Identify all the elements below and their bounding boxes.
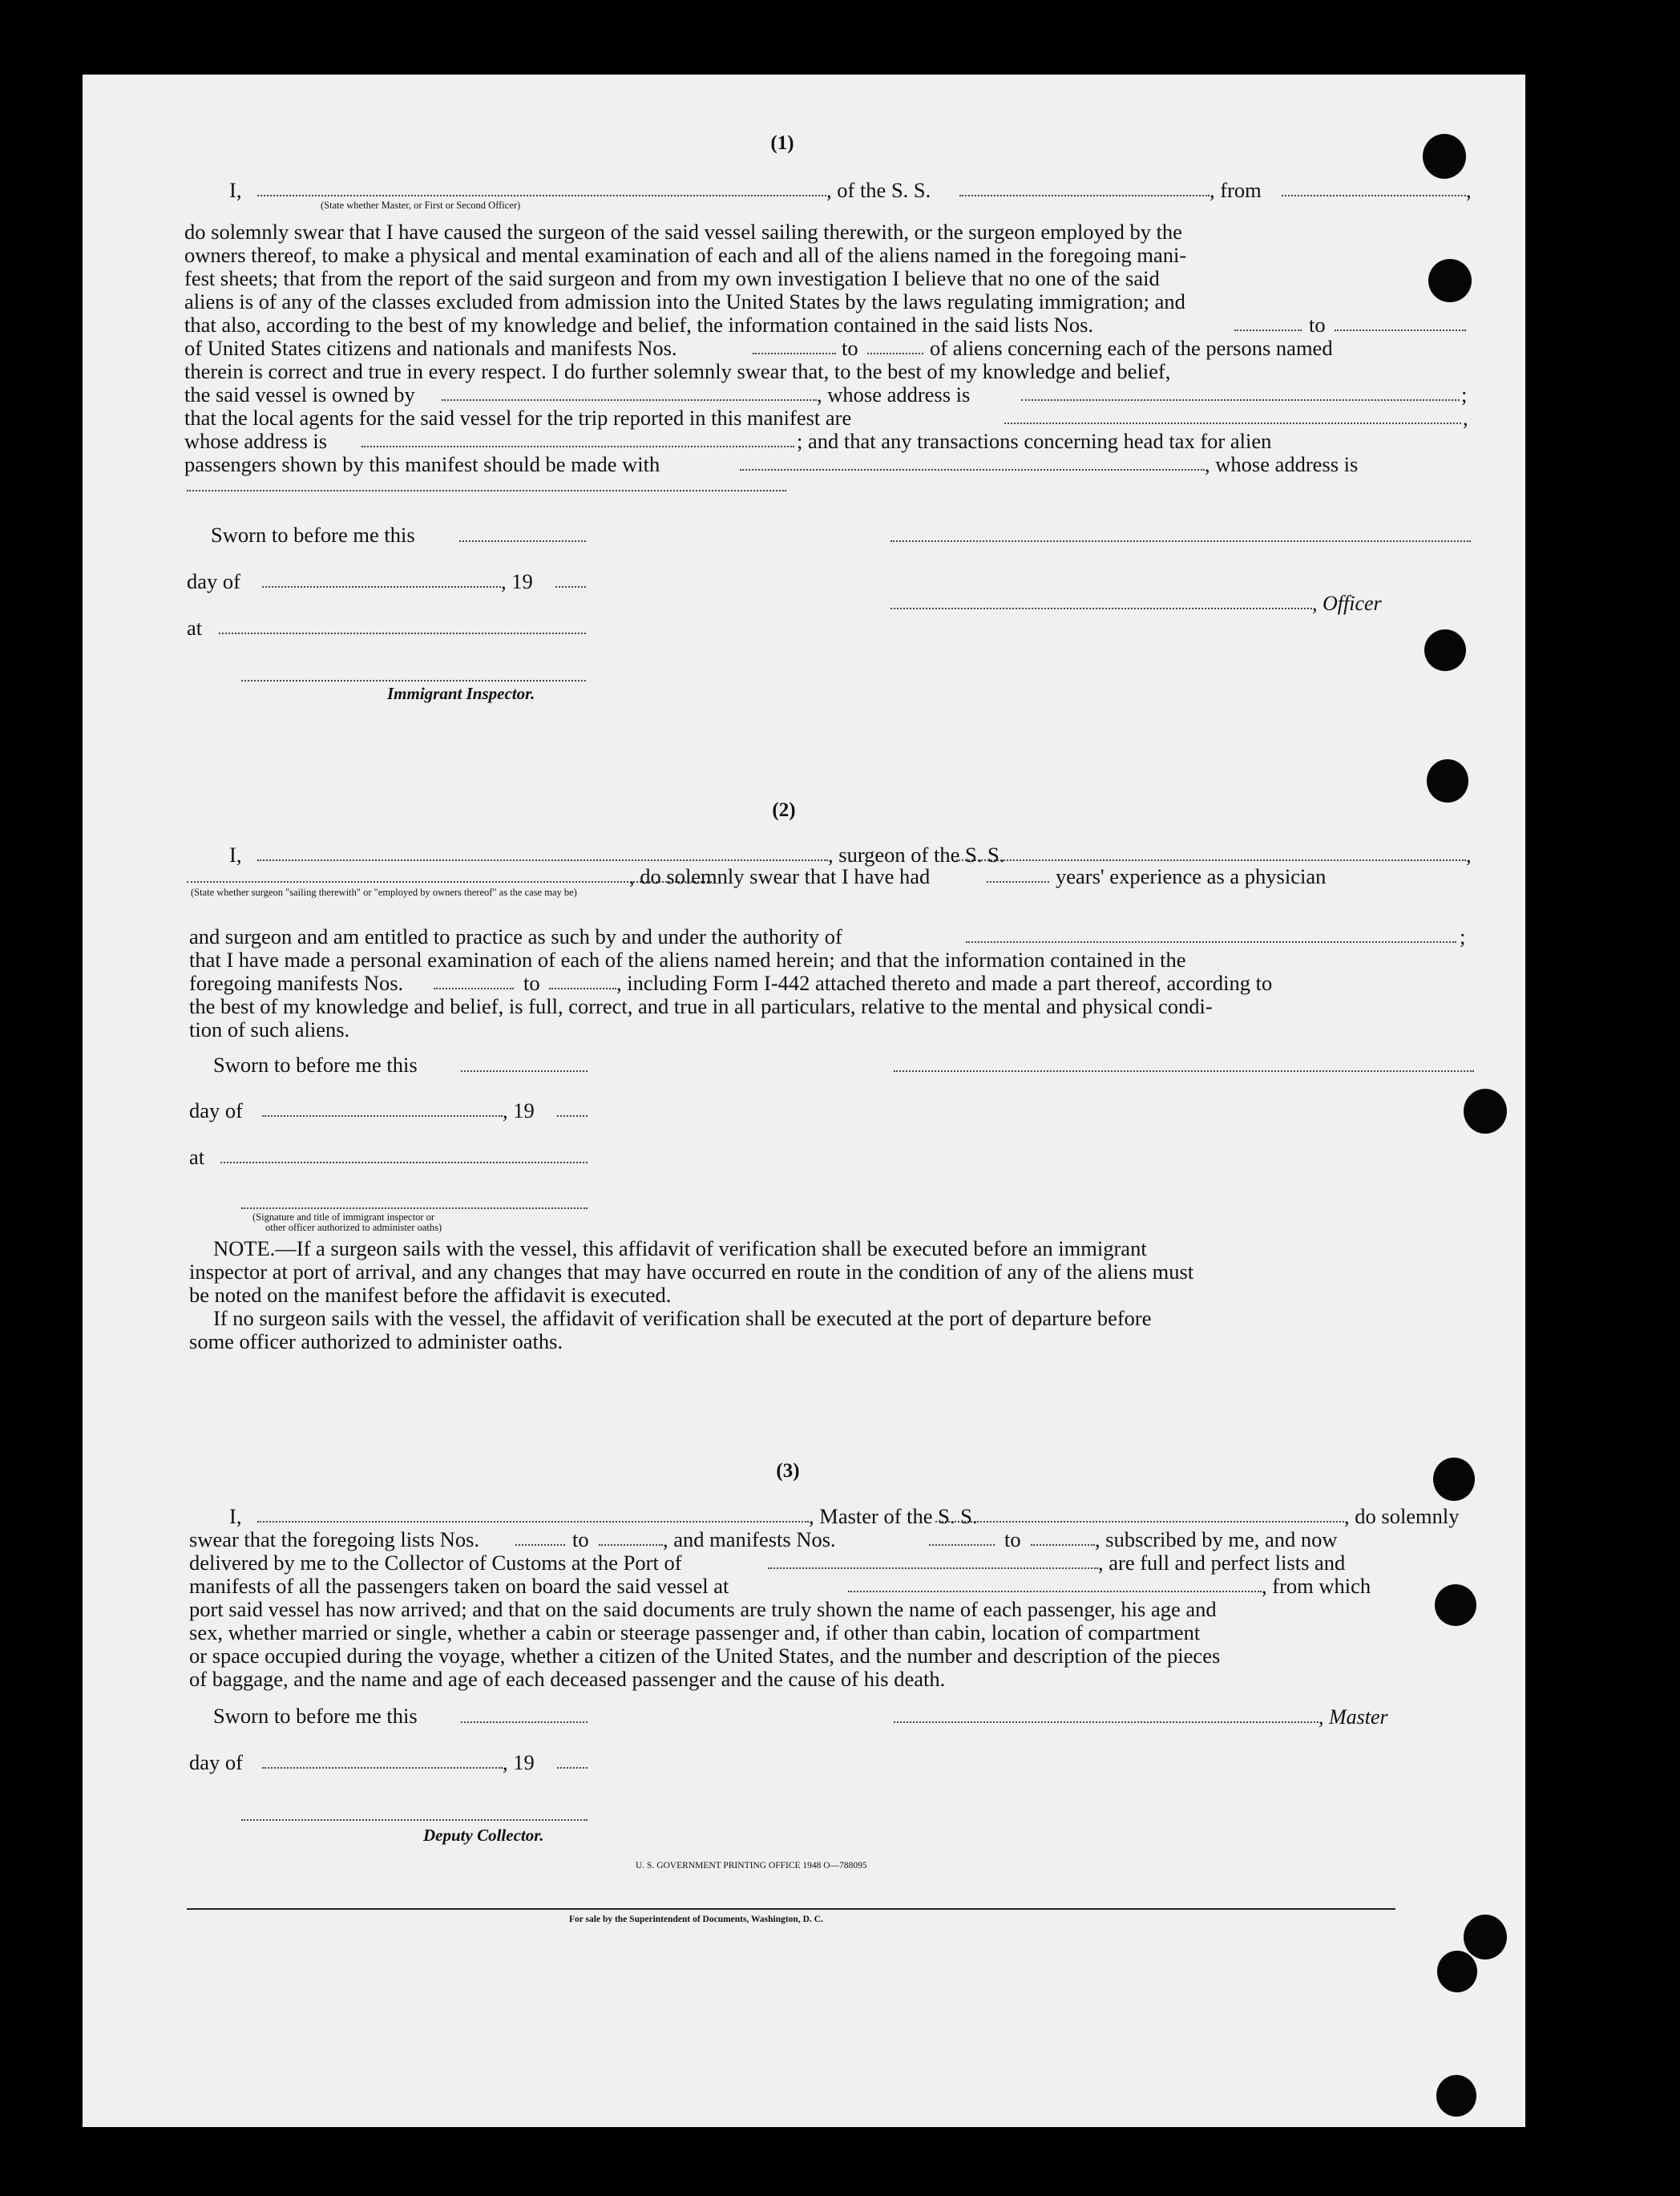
s2-note-line-2: inspector at port of arrival, and any changes that may have occurred en route in the condition of any of the aliens must [189, 1260, 1194, 1284]
port-field[interactable] [768, 1567, 1098, 1569]
authority-field[interactable] [966, 941, 1456, 943]
officer-rank-field[interactable] [257, 195, 826, 196]
s2-note-line-3: be noted on the manifest before the affidavit is executed. [189, 1283, 672, 1307]
s2-sworn-label: Sworn to before me this [213, 1053, 418, 1077]
citizen-list-from-field[interactable] [1234, 330, 1302, 331]
s1-line-8a: the said vessel is owned by [184, 382, 415, 406]
s3-month-field[interactable] [262, 1767, 503, 1769]
s1-place-field[interactable] [219, 633, 586, 634]
s1-line-5a: that also, according to the best of my knowledge and belief, the information contained in the said lists Nos. [184, 313, 1094, 337]
s3-year-field[interactable] [557, 1767, 588, 1769]
s3-line-3a: delivered by me to the Collector of Customs at the Port of [189, 1551, 682, 1575]
punch-hole [1428, 259, 1472, 302]
s2-i-label: I, [229, 843, 242, 867]
s3-lists-to-field[interactable] [599, 1544, 663, 1546]
collector-signature-field[interactable] [241, 1819, 588, 1821]
surgeon-signature-field[interactable] [894, 1070, 1474, 1072]
s3-vessel-name-field[interactable] [935, 1521, 1344, 1523]
s2-line-5c: , including Form I-442 attached thereto and made a part thereof, according to [616, 971, 1273, 995]
s2-comma: , [1466, 843, 1472, 867]
s1-line-1: do solemnly swear that I have caused the surgeon of the said vessel sailing therewith, or the surgeon employed by the [184, 220, 1182, 244]
s1-line-10a: whose address is [184, 429, 328, 453]
s2-month-field[interactable] [262, 1115, 503, 1117]
punch-hole [1427, 759, 1468, 803]
s2-year-label: , 19 [503, 1098, 535, 1122]
punch-hole [1435, 1584, 1476, 1626]
s2-dayof-label: day of [189, 1098, 243, 1122]
s2-surgeon-label: , surgeon of the S. S. [828, 843, 1005, 867]
s1-line-5b: to [1309, 313, 1326, 337]
s2-line-7: tion of such aliens. [189, 1017, 350, 1041]
s3-manifests-to-field[interactable] [1031, 1544, 1095, 1546]
s2-sig-caption-2: other officer authorized to administer oaths) [265, 1222, 442, 1233]
s1-at-label: at [187, 616, 203, 640]
s2-line-5b: to [523, 971, 540, 995]
s2-note-line-4: If no surgeon sails with the vessel, the affidavit of verification shall be executed at the port of departure before [213, 1306, 1152, 1330]
s3-line-7: or space occupied during the voyage, whether a citizen of the United States, and the number and description of the pieces [189, 1644, 1221, 1668]
s1-line-11b: , whose address is [1205, 452, 1359, 476]
s3-lists-from-field[interactable] [515, 1544, 565, 1546]
deputy-collector-label: Deputy Collector. [423, 1826, 544, 1845]
owner-address-field[interactable] [1021, 399, 1460, 401]
s3-year-label: , 19 [503, 1750, 535, 1774]
s1-rank-caption: (State whether Master, or First or Second Officer) [321, 200, 521, 211]
s1-line-7: therein is correct and true in every respect. I do further solemnly swear that, to the best of my knowledge and belief, [184, 359, 1171, 383]
master-name-field[interactable] [257, 1521, 809, 1523]
s3-line-2d: to [1004, 1527, 1021, 1551]
local-agents-field[interactable] [1004, 423, 1461, 424]
citizen-list-to-field[interactable] [1335, 330, 1466, 331]
head-tax-party-field[interactable] [740, 469, 1205, 471]
immigrant-inspector-label: Immigrant Inspector. [387, 684, 535, 703]
s1-line-9b: , [1463, 406, 1468, 430]
s1-line-6c: of aliens concerning each of the persons named [930, 336, 1333, 360]
s1-line-8b: , whose address is [817, 382, 971, 406]
s2-line-3a: and surgeon and am entitled to practice as such by and under the authority of [189, 924, 842, 948]
punch-hole [1464, 1089, 1507, 1134]
section-2-heading: (2) [772, 799, 796, 821]
s2-line-5a: foregoing manifests Nos. [189, 971, 404, 995]
s3-line-2b: to [572, 1527, 589, 1551]
s2-year-field[interactable] [557, 1115, 588, 1117]
s1-line-4: aliens is of any of the classes excluded from admission into the United States by the laws regulating immigration; and [184, 289, 1185, 313]
s2-vessel-name-field[interactable] [956, 859, 1466, 861]
punch-hole [1423, 134, 1466, 179]
s1-from-label: , from [1210, 178, 1262, 202]
section-3-heading: (3) [776, 1460, 800, 1482]
head-tax-address-field[interactable] [187, 490, 786, 491]
vessel-owner-field[interactable] [442, 399, 817, 401]
s1-of-ss-label: , of the S. S. [826, 178, 931, 202]
officer-signature-field[interactable] [890, 540, 1471, 542]
s3-line-4a: manifests of all the passengers taken on board the said vessel at [189, 1574, 729, 1598]
embarkation-port-field[interactable] [848, 1591, 1262, 1592]
s2-status-caption: (State whether surgeon "sailing therewith" or "employed by owners thereof" as the case may be) [191, 887, 577, 898]
officer-title-field[interactable] [890, 608, 1312, 609]
s3-line-8: of baggage, and the name and age of each deceased passenger and the cause of his death. [189, 1667, 946, 1691]
s3-line-1b: , Master of the S. S. [809, 1504, 978, 1528]
s3-line-6: sex, whether married or single, whether a cabin or steerage passenger and, if other than cabin, location of compartment [189, 1620, 1201, 1644]
footer-rule [187, 1908, 1395, 1910]
s3-sworn-label: Sworn to before me this [213, 1704, 418, 1728]
s1-line-11a: passengers shown by this manifest should be made with [184, 452, 660, 476]
years-experience-field[interactable] [987, 881, 1049, 883]
s3-line-1c: , do solemnly [1344, 1504, 1460, 1528]
s2-place-field[interactable] [220, 1162, 588, 1163]
punch-hole [1424, 629, 1466, 671]
s3-i-label: I, [229, 1504, 242, 1528]
departure-port-field[interactable] [1282, 195, 1466, 196]
master-label: , Master [1319, 1705, 1388, 1729]
vessel-name-field[interactable] [959, 195, 1210, 196]
s1-sworn-label: Sworn to before me this [211, 523, 415, 547]
s1-line-9a: that the local agents for the said vessel for the trip reported in this manifest are [184, 406, 852, 430]
punch-hole [1464, 1915, 1507, 1959]
punch-hole [1436, 2075, 1476, 2117]
s1-i-label: I, [229, 178, 242, 202]
sale-notice: For sale by the Superintendent of Documents, Washington, D. C. [569, 1915, 823, 1924]
s1-year-field[interactable] [555, 586, 586, 588]
s3-line-2c: , and manifests Nos. [663, 1527, 836, 1551]
s3-dayof-label: day of [189, 1750, 243, 1774]
s1-line-8c: ; [1461, 382, 1468, 406]
s3-line-2a: swear that the foregoing lists Nos. [189, 1527, 480, 1551]
s1-line-2: owners thereof, to make a physical and mental examination of each and all of the aliens named in the foregoing mani- [184, 243, 1187, 267]
s3-line-2e: , subscribed by me, and now [1095, 1527, 1338, 1551]
form-page [83, 75, 1525, 2127]
s2-sworn-day-field[interactable] [461, 1070, 588, 1072]
s3-line-4b: , from which [1262, 1574, 1371, 1598]
s1-line-6b: to [842, 336, 858, 360]
s2-line-4: that I have made a personal examination of each of the aliens named herein; and that the information contained in the [189, 948, 1186, 972]
s3-manifests-from-field[interactable] [929, 1544, 995, 1546]
punch-hole [1433, 1458, 1475, 1501]
s3-line-3b: , are full and perfect lists and [1098, 1551, 1346, 1575]
s1-line-3: fest sheets; that from the report of the said surgeon and from my own investigation I believe that no one of the said [184, 266, 1160, 290]
s1-sworn-day-field[interactable] [459, 540, 586, 542]
punch-hole [1437, 1951, 1477, 1992]
master-signature-field[interactable] [894, 1721, 1319, 1723]
s1-line-6a: of United States citizens and nationals and manifests Nos. [184, 336, 677, 360]
s2-note-line-5: some officer authorized to administer oaths. [189, 1329, 563, 1353]
s1-month-field[interactable] [262, 586, 501, 588]
inspector-signature-field[interactable] [241, 680, 586, 681]
s2-note-line-1: NOTE.—If a surgeon sails with the vessel, this affidavit of verification shall be executed before an immigrant [213, 1236, 1147, 1260]
alien-manifest-to-field[interactable] [867, 353, 923, 354]
s1-comma: , [1466, 178, 1472, 202]
s2-inspector-signature-field[interactable] [241, 1207, 588, 1209]
s2-manifest-from-field[interactable] [434, 988, 514, 989]
s2-sig-caption-1: (Signature and title of immigrant inspector or [252, 1211, 435, 1223]
s1-year-label: , 19 [501, 569, 533, 593]
s2-line-3b: ; [1460, 924, 1466, 948]
s2-manifest-to-field[interactable] [549, 988, 616, 989]
surgeon-name-field[interactable] [257, 859, 828, 861]
agents-address-field[interactable] [361, 446, 794, 447]
s3-sworn-day-field[interactable] [461, 1721, 588, 1723]
s2-line-6: the best of my knowledge and belief, is full, correct, and true in all particulars, relative to the mental and physical condi- [189, 994, 1213, 1018]
s2-line-2b: years' experience as a physician [1056, 864, 1327, 888]
section-1-heading: (1) [770, 132, 794, 154]
s3-line-5: port said vessel has now arrived; and that on the said documents are truly shown the name of each passenger, his age and [189, 1597, 1217, 1621]
printing-office-imprint: U. S. GOVERNMENT PRINTING OFFICE 1948 O—788095 [636, 1861, 867, 1870]
alien-manifest-from-field[interactable] [753, 353, 836, 354]
officer-label: , Officer [1312, 592, 1382, 615]
s1-dayof-label: day of [187, 569, 240, 593]
s2-line-2a: , do solemnly swear that I have had [629, 864, 931, 888]
s1-line-10b: ; and that any transactions concerning head tax for alien [797, 429, 1272, 453]
s2-at-label: at [189, 1145, 205, 1169]
